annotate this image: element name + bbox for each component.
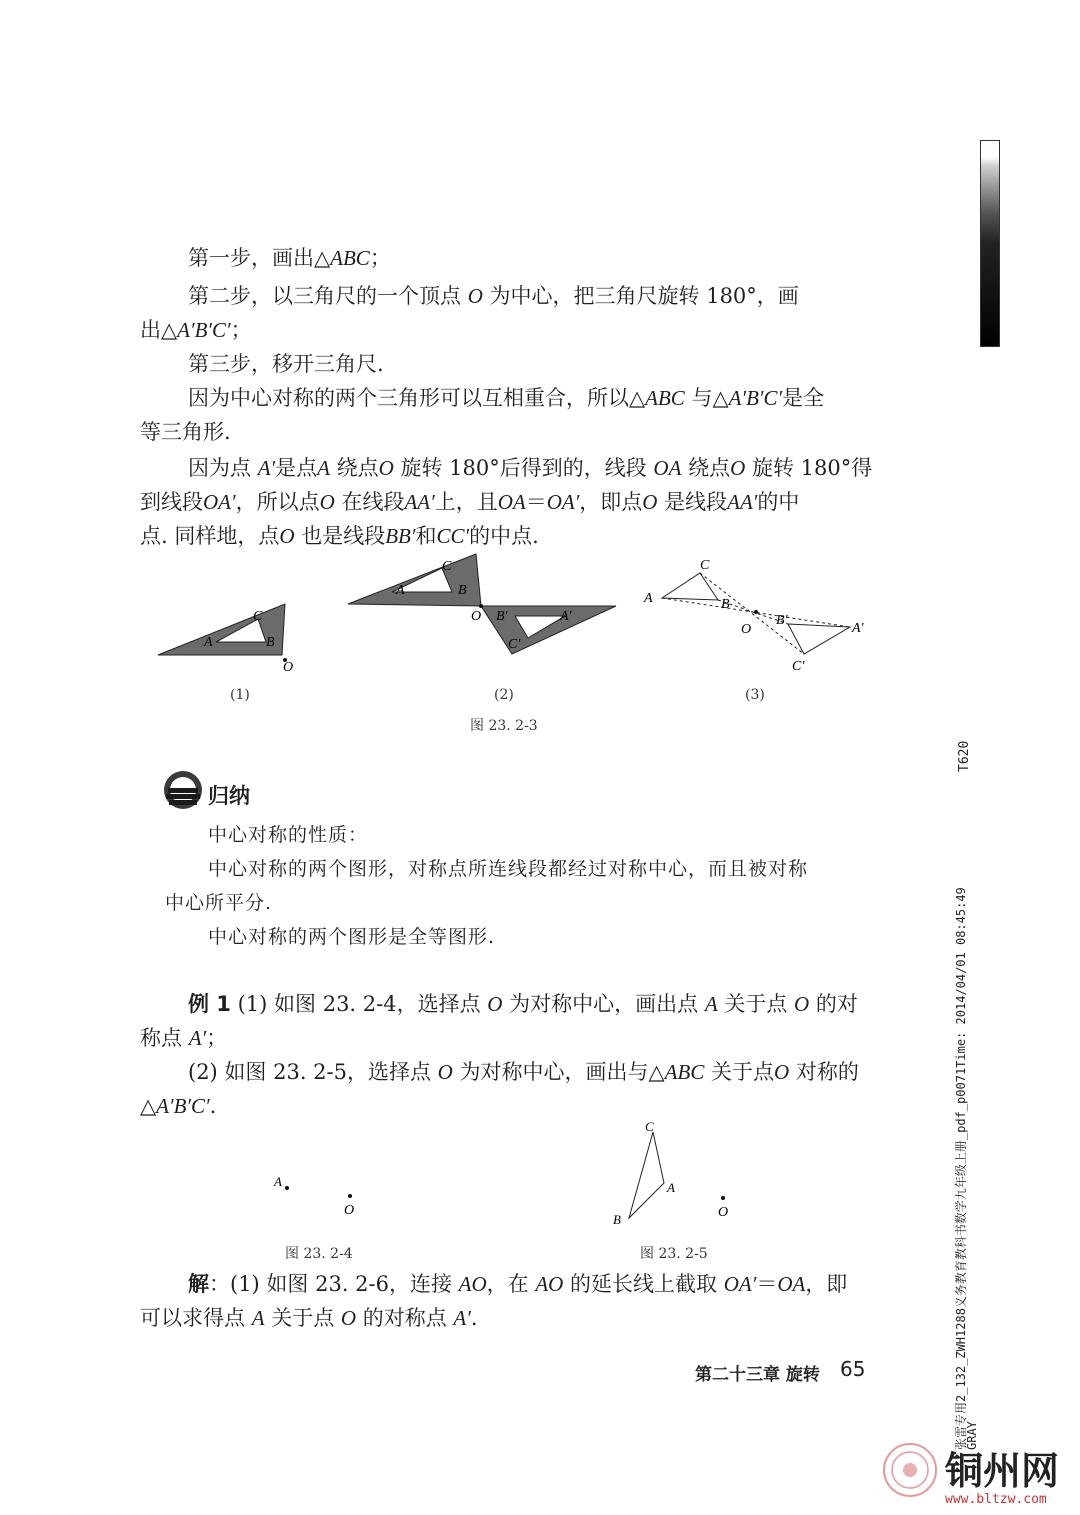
para1-line2 xyxy=(140,414,231,450)
math: OA xyxy=(777,1272,806,1296)
math: OA xyxy=(497,490,526,514)
figure-23-2-3 xyxy=(140,550,900,700)
label-C: C xyxy=(253,609,263,624)
math: CC′ xyxy=(436,524,470,548)
step2-line-cont xyxy=(140,312,252,348)
math: O xyxy=(487,992,503,1016)
example-line2 xyxy=(140,1020,227,1056)
math: A xyxy=(704,992,718,1016)
math: AA′ xyxy=(404,490,435,514)
chapter-title: 第二十三章 旋转 xyxy=(695,1365,820,1385)
label-A-prime: A′ xyxy=(852,621,864,636)
text: 旋转 180°后得到的，线段 xyxy=(393,456,654,480)
math: O xyxy=(730,456,746,480)
margin-code: T620 xyxy=(957,740,972,772)
solution-line1 xyxy=(188,1266,847,1302)
text: 第二步，以三角尺的一个顶点 xyxy=(188,284,468,308)
math: AO xyxy=(535,1272,564,1296)
math: O xyxy=(437,1060,453,1084)
label-A: A xyxy=(204,635,213,650)
example-line3 xyxy=(188,1054,859,1090)
label-C: C xyxy=(645,1119,654,1134)
text: ，所以点 xyxy=(235,490,320,514)
text: 的对 xyxy=(809,992,858,1016)
text: (2) 如图 23. 2-5，选择点 xyxy=(188,1060,438,1084)
text: 绕点 xyxy=(681,456,731,480)
step1-line xyxy=(188,240,391,276)
math: A′ xyxy=(453,1306,471,1330)
text: ＝ xyxy=(525,490,547,514)
label-O: O xyxy=(741,622,752,637)
math: ABC xyxy=(664,1060,705,1084)
text: 因为中心对称的两个三角形可以互相重合，所以△ xyxy=(188,386,646,410)
math: OA′ xyxy=(203,490,236,514)
label-B-prime: B′ xyxy=(776,613,788,628)
math: O xyxy=(340,1306,357,1330)
math: O xyxy=(279,524,295,548)
math: A′B′C′ xyxy=(156,1094,210,1118)
math: O xyxy=(642,490,658,514)
para2-line2 xyxy=(140,484,799,520)
math: A′B′C′ xyxy=(728,386,783,410)
label-A: A xyxy=(667,1180,675,1195)
text: . xyxy=(209,1094,217,1118)
text: 因为点 xyxy=(188,456,258,480)
text: ； xyxy=(206,1026,228,1050)
math: O xyxy=(378,456,394,480)
label-B-prime: B′ xyxy=(496,609,508,624)
para1-line1 xyxy=(188,380,824,416)
text: 是点 xyxy=(275,456,318,480)
text: 与△ xyxy=(684,386,729,410)
label-A: A xyxy=(274,1174,282,1189)
summary-line2: 中心对称的两个图形，对称点所连线段都经过对称中心，而且被对称 xyxy=(208,858,809,880)
label-O: O xyxy=(344,1203,355,1218)
math: O xyxy=(794,992,810,1016)
text: 第三步，移开三角尺. xyxy=(188,352,384,376)
label-A: A xyxy=(644,591,653,606)
para2-line3 xyxy=(140,518,539,554)
math: ABC xyxy=(330,246,370,270)
math: A′B′C′ xyxy=(177,318,231,342)
text: (1) 如图 23. 2-4，选择点 xyxy=(230,992,488,1016)
text: 关于点 xyxy=(704,1060,775,1084)
text: 等三角形. xyxy=(140,420,231,444)
label-B: B xyxy=(266,635,275,650)
subcaption-1: (1) xyxy=(230,687,250,703)
summary-line1: 中心对称的性质： xyxy=(208,824,369,846)
math: A′ xyxy=(257,456,276,480)
label-C-prime: C′ xyxy=(792,659,805,674)
math: O xyxy=(774,1060,790,1084)
solution-label: 解 xyxy=(188,1272,209,1296)
text: 的中 xyxy=(757,490,800,514)
text: ，在 xyxy=(486,1272,536,1296)
text: △ xyxy=(140,1094,157,1118)
step2-line xyxy=(188,278,799,314)
label-B: B xyxy=(458,583,467,598)
text: 的对称点 xyxy=(356,1306,454,1330)
text: ＝ xyxy=(756,1272,778,1296)
text: ，即点 xyxy=(579,490,643,514)
summary-line3: 中心所平分. xyxy=(165,892,273,914)
text: 为对称中心，画出点 xyxy=(502,992,705,1016)
label-O: O xyxy=(283,660,294,675)
figure-3-triangles xyxy=(643,558,865,674)
text: . xyxy=(470,1306,478,1330)
math: BB′ xyxy=(385,524,416,548)
math: O xyxy=(467,284,483,308)
math: OA′ xyxy=(723,1272,757,1296)
caption-23-2-5: 图 23. 2-5 xyxy=(640,1246,708,1262)
text: 在线段 xyxy=(334,490,405,514)
math: OA′ xyxy=(546,490,580,514)
math: A′ xyxy=(188,1026,207,1050)
example-label: 例 1 xyxy=(188,992,231,1016)
grayscale-calibration-strip xyxy=(980,140,1000,347)
example-line1 xyxy=(188,986,858,1022)
text: 和 xyxy=(415,524,437,548)
text: 点. 同样地，点 xyxy=(140,524,280,548)
label-O: O xyxy=(718,1205,729,1220)
text: ：(1) 如图 23. 2-6，连接 xyxy=(209,1272,459,1296)
subcaption-2: (2) xyxy=(494,687,514,703)
page-number: 65 xyxy=(840,1357,866,1381)
figure-2-triangles xyxy=(348,554,616,654)
figure-23-2-4 xyxy=(273,1174,354,1218)
math: AO xyxy=(458,1272,487,1296)
figure-23-2-5 xyxy=(613,1119,728,1227)
subcaption-3: (3) xyxy=(745,687,765,703)
text: 为对称中心，画出与△ xyxy=(452,1060,665,1084)
math: AA′ xyxy=(727,490,758,514)
text: 也是线段 xyxy=(294,524,386,548)
text: ； xyxy=(230,318,252,342)
label-B: B xyxy=(613,1212,621,1227)
watermark-seal-icon xyxy=(880,1440,940,1500)
text: 上，且 xyxy=(434,490,498,514)
text: 可以求得点 xyxy=(140,1306,252,1330)
text: ，即 xyxy=(805,1272,848,1296)
math: OA xyxy=(653,456,682,480)
summary-title: 归纳 xyxy=(208,784,250,808)
math: A xyxy=(317,456,330,480)
math: A xyxy=(251,1306,265,1330)
label-C: C xyxy=(442,559,452,574)
label-C: C xyxy=(700,558,710,573)
text: 是线段 xyxy=(657,490,728,514)
label-A: A xyxy=(396,583,405,598)
watermark-name: 铜州网 xyxy=(945,1448,1060,1493)
label-A-prime: A′ xyxy=(560,609,572,624)
para2-line1 xyxy=(188,450,872,486)
text: 关于点 xyxy=(264,1306,341,1330)
text: 为中心，把三角尺旋转 180°，画 xyxy=(482,284,799,308)
text: 对称的 xyxy=(789,1060,859,1084)
label-C-prime: C′ xyxy=(508,637,521,652)
text: 的中点. xyxy=(469,524,539,548)
text: 出△ xyxy=(140,318,178,342)
example-line4 xyxy=(140,1088,216,1124)
text: 称点 xyxy=(140,1026,189,1050)
summary-line4: 中心对称的两个图形是全等图形. xyxy=(208,926,496,948)
text: 到线段 xyxy=(140,490,203,514)
caption-23-2-4: 图 23. 2-4 xyxy=(285,1246,353,1262)
label-B: B xyxy=(721,597,730,612)
margin-gray: GRAY xyxy=(965,1421,979,1450)
margin-stamp: 张雷专用2_132_ZWH1288义务教育教科书数学九年级上册_pdf_p0071Time: 2014/04/01 08:45:49 xyxy=(954,887,968,1450)
math: O xyxy=(319,490,335,514)
figures-23-2-4-and-5 xyxy=(260,1110,760,1240)
figure-caption: 图 23. 2-3 xyxy=(470,718,538,734)
label-O: O xyxy=(471,609,482,624)
summary-icon xyxy=(160,766,210,816)
math: ABC xyxy=(645,386,685,410)
step3-line xyxy=(188,346,384,382)
text: 旋转 180°得 xyxy=(745,456,873,480)
text: 绕点 xyxy=(329,456,379,480)
text: 是全 xyxy=(782,386,825,410)
watermark-url: www.bltzw.com xyxy=(945,1492,1047,1507)
text: ； xyxy=(369,246,391,270)
text: 关于点 xyxy=(717,992,794,1016)
text: 的延长线上截取 xyxy=(563,1272,724,1296)
solution-line2 xyxy=(140,1300,478,1336)
figure-1-triangle xyxy=(158,604,293,675)
text: 第一步，画出△ xyxy=(188,246,331,270)
